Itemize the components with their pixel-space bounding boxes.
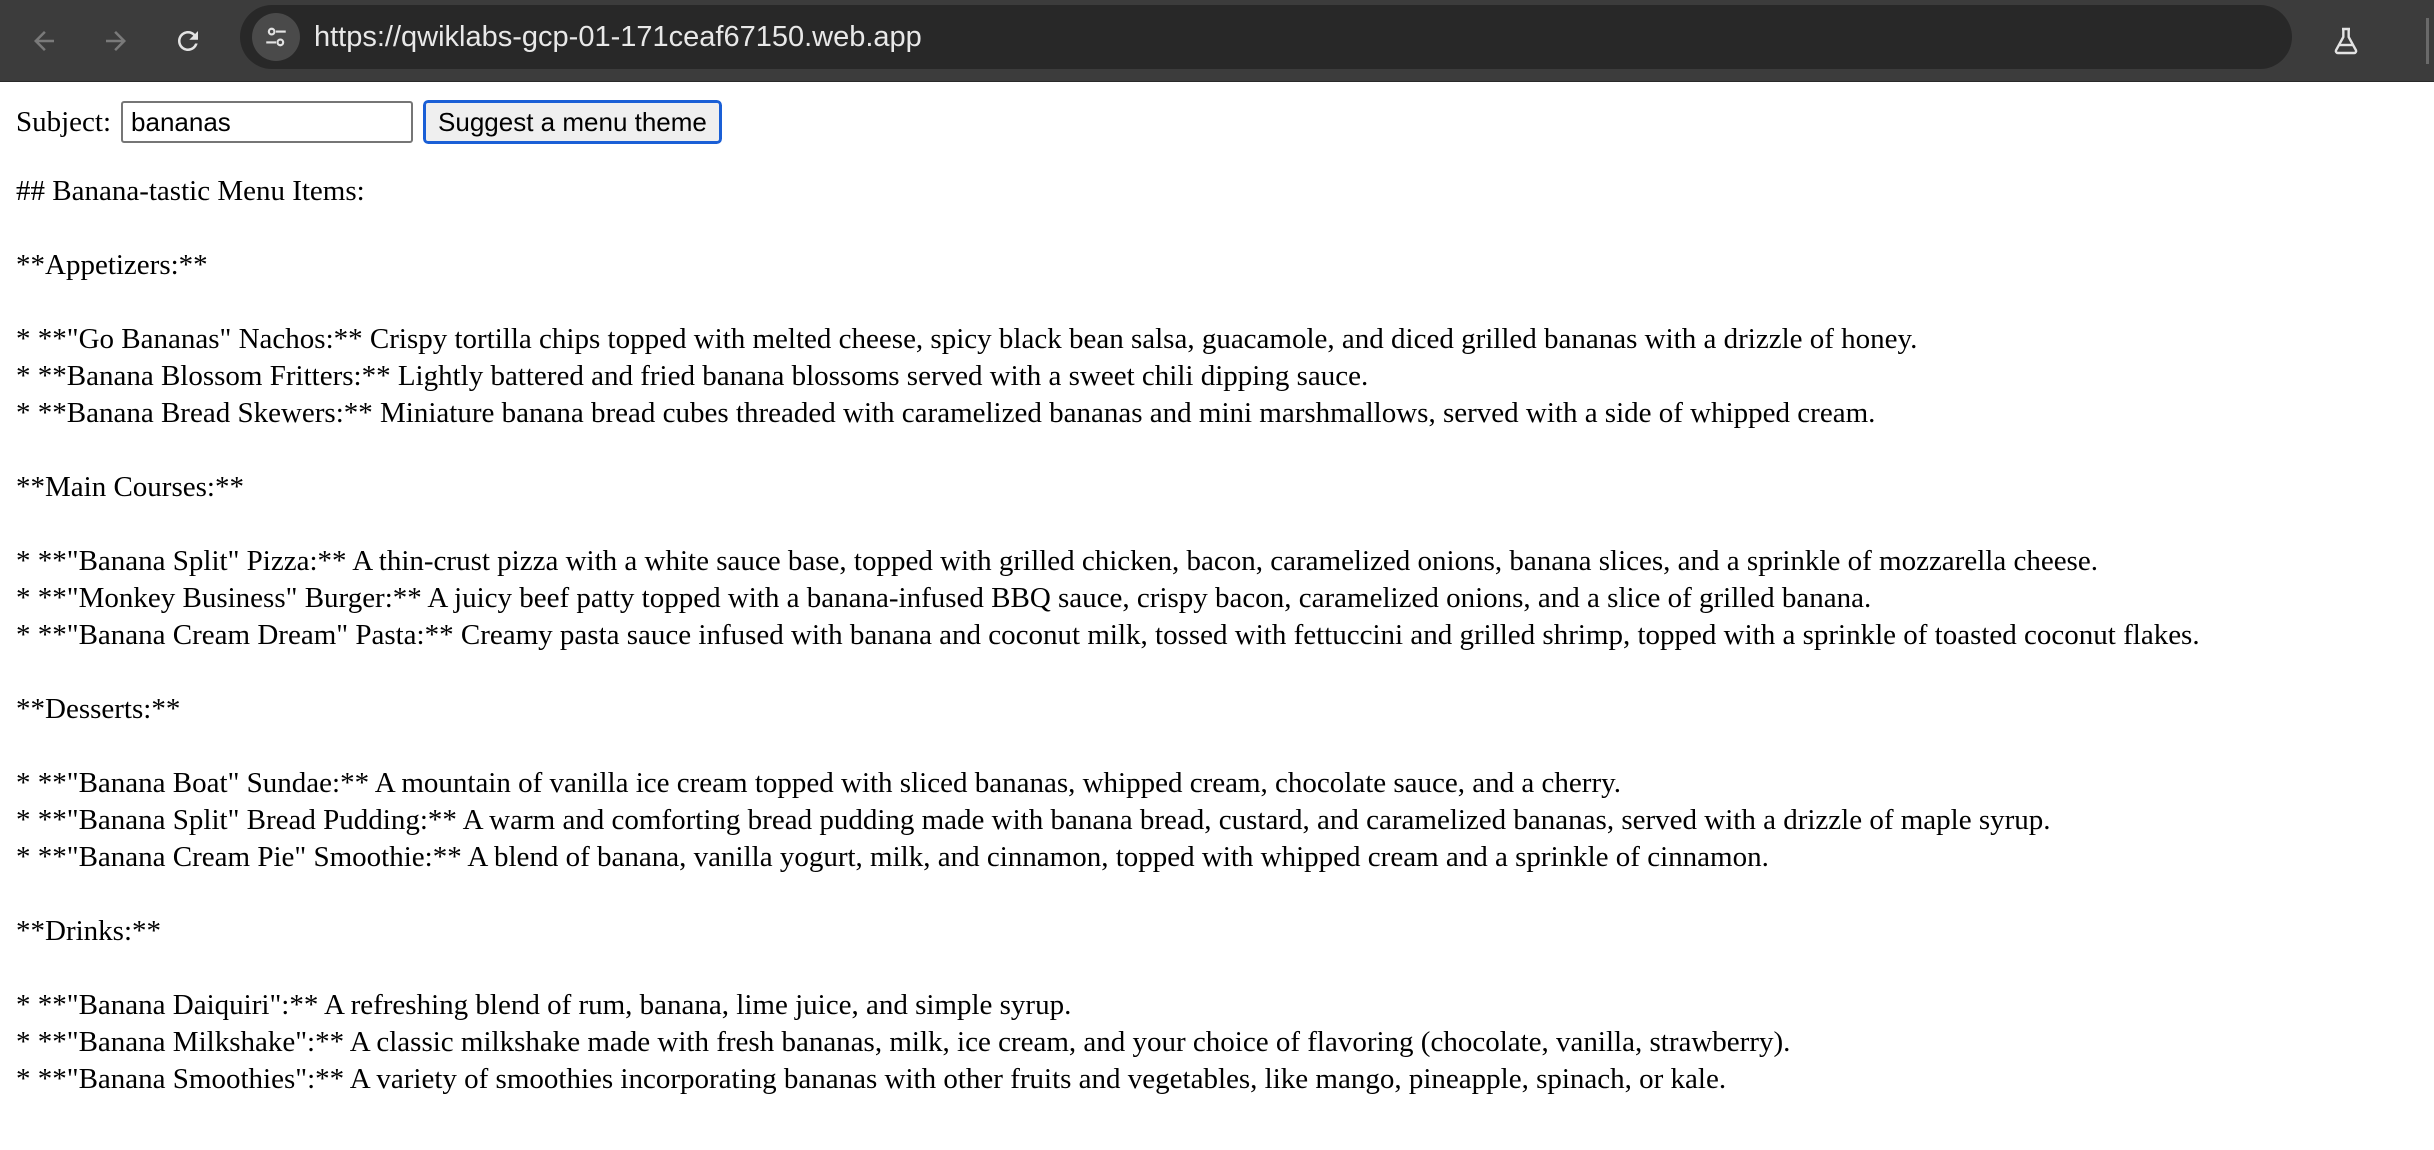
arrow-right-icon	[101, 26, 131, 56]
output-line: * **"Banana Split" Pizza:** A thin-crust pizza with a white sauce base, topped with grilled chicken, bacon, caramelized onions, banana slices, and a sprinkle of mozzarella cheese.	[16, 545, 2098, 577]
forward-button[interactable]	[88, 13, 144, 69]
blank-line	[16, 728, 2434, 765]
address-bar[interactable]	[240, 5, 2292, 69]
browser-toolbar	[0, 0, 2434, 82]
blank-line	[16, 284, 2434, 321]
output-line: * **"Banana Split" Bread Pudding:** A warm and comforting bread pudding made with banana bread, custard, and caramelized bananas, served with a drizzle of maple syrup.	[16, 804, 2051, 836]
output-line: * **"Banana Daiquiri":** A refreshing blend of rum, banana, lime juice, and simple syrup.	[16, 989, 1072, 1021]
blank-line	[16, 432, 2434, 469]
output-line: * **"Banana Smoothies":** A variety of smoothies incorporating bananas with other fruits and vegetables, like mango, pineapple, spinach, or kale.	[16, 1063, 1727, 1095]
tune-icon	[263, 24, 289, 50]
reload-icon	[173, 26, 203, 56]
reload-button[interactable]	[160, 13, 216, 69]
output-line: **Main Courses:**	[16, 471, 244, 503]
output-line: **Drinks:**	[16, 915, 161, 947]
back-button[interactable]	[16, 13, 72, 69]
output-line: * **Banana Blossom Fritters:** Lightly battered and fried banana blossoms served with a sweet chili dipping sauce.	[16, 360, 1369, 392]
output-line: * **"Banana Cream Dream" Pasta:** Creamy pasta sauce infused with banana and coconut milk, tossed with fettuccini and grilled shrimp, topped with a sprinkle of toasted coconut flakes.	[16, 619, 2200, 651]
arrow-left-icon	[29, 26, 59, 56]
suggest-menu-theme-button[interactable]: Suggest a menu theme	[423, 100, 722, 144]
toolbar-divider	[2426, 18, 2429, 64]
output-line: * **"Banana Boat" Sundae:** A mountain of vanilla ice cream topped with sliced bananas, whipped cream, chocolate sauce, and a cherry.	[16, 767, 1621, 799]
output-line: * **Banana Bread Skewers:** Miniature banana bread cubes threaded with caramelized bananas and mini marshmallows, served with a side of whipped cream.	[16, 397, 1876, 429]
output-line: **Appetizers:**	[16, 249, 208, 281]
output-line: * **"Monkey Business" Burger:** A juicy beef patty topped with a banana-infused BBQ sauce, crispy bacon, caramelized onions, and a slice of grilled banana.	[16, 582, 1872, 614]
output-line: **Desserts:**	[16, 693, 181, 725]
blank-line	[16, 654, 2434, 691]
menu-output	[16, 173, 2434, 1098]
flask-icon	[2330, 25, 2362, 57]
blank-line	[16, 506, 2434, 543]
labs-button[interactable]	[2318, 13, 2374, 69]
url-text[interactable]: https://qwiklabs-gcp-01-171ceaf67150.web.app	[314, 21, 922, 53]
output-line: * **"Banana Milkshake":** A classic milkshake made with fresh bananas, milk, ice cream, and your choice of flavoring (chocolate, vanilla, strawberry).	[16, 1026, 1791, 1058]
output-line: * **"Banana Cream Pie" Smoothie:** A blend of banana, vanilla yogurt, milk, and cinnamon, topped with whipped cream and a sprinkle of cinnamon.	[16, 841, 1769, 873]
subject-input[interactable]	[121, 101, 413, 143]
output-line: ## Banana-tastic Menu Items:	[16, 175, 365, 207]
theme-form	[16, 100, 722, 144]
site-info-button[interactable]	[252, 13, 300, 61]
subject-label: Subject:	[16, 105, 112, 138]
blank-line	[16, 210, 2434, 247]
blank-line	[16, 876, 2434, 913]
output-line: * **"Go Bananas" Nachos:** Crispy tortilla chips topped with melted cheese, spicy black bean salsa, guacamole, and diced grilled bananas with a drizzle of honey.	[16, 323, 1918, 355]
blank-line	[16, 950, 2434, 987]
